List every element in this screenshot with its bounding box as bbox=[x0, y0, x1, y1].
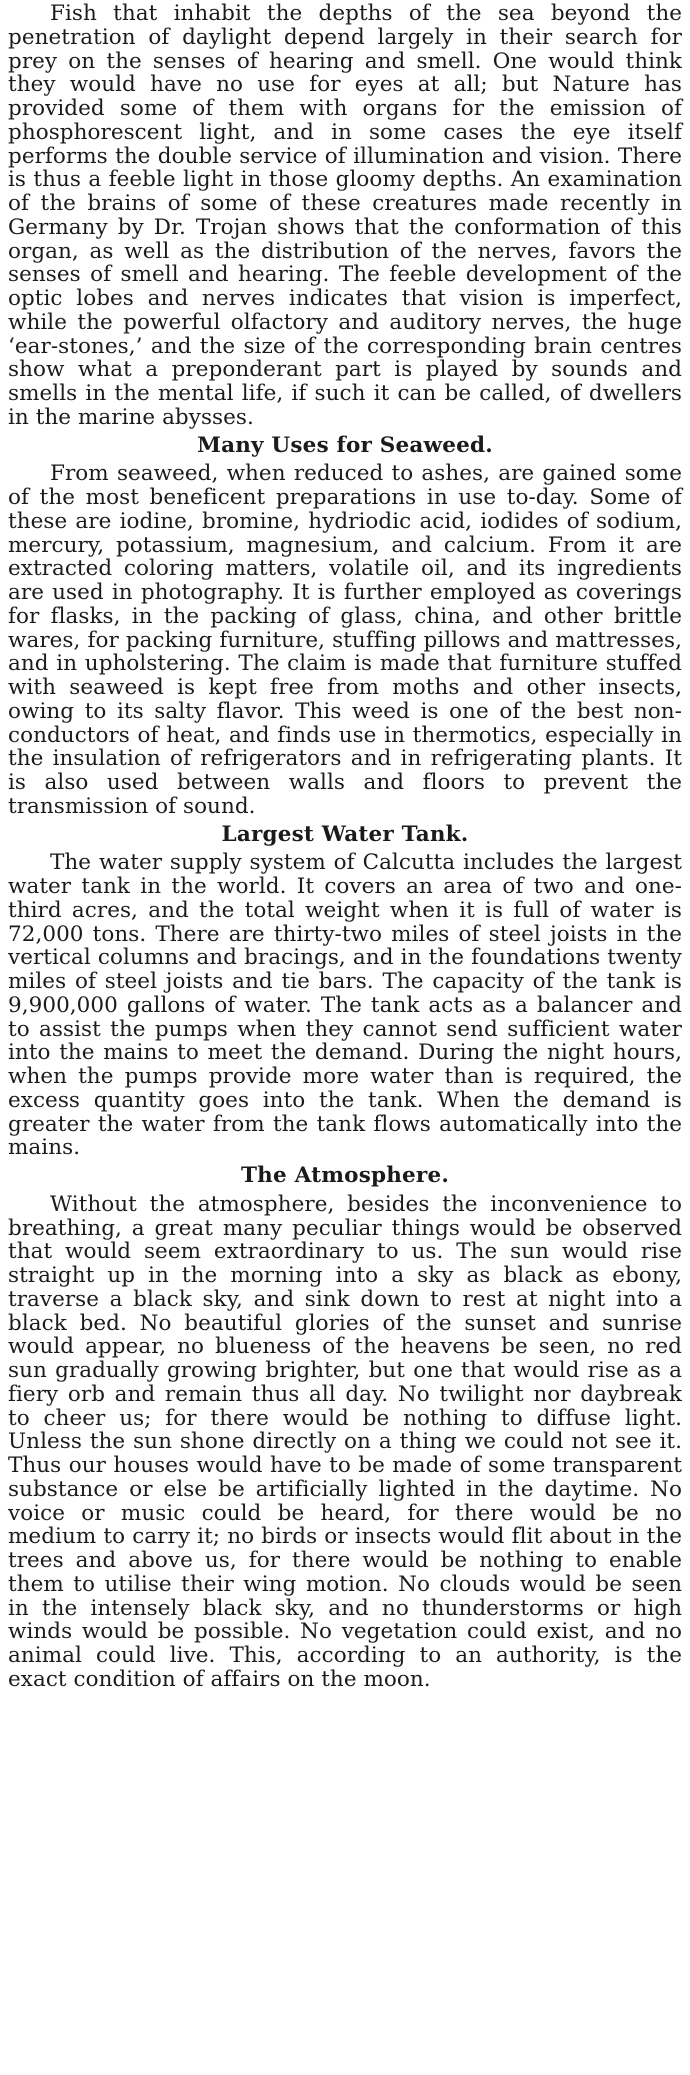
article-body: The water supply system of Calcutta includes the largest water tank in the world. It covers an area of two and one-third acres, and the total weight when it is full of water is 72,000 tons. There are thirty-two miles of steel joists in the vertical columns and bracings, and in the foundations twenty miles of steel joists and tie bars. The capacity of the tank is 9,900,000 gallons of water. The tank acts as a balancer and to assist the pumps when they cannot send sufficient water into the mains to meet the demand. During the night hours, when the pumps provide more water than is required, the excess quantity goes into the tank. When the demand is greater the water from the tank flows automatically into the mains. bbox=[8, 850, 682, 1161]
article-heading: Largest Water Tank. bbox=[221, 821, 469, 847]
article-heading: Many Uses for Seaweed. bbox=[197, 432, 493, 458]
article-body: Fish that inhabit the depths of the sea beyond the penetration of daylight depend largely in their search for prey on the senses of hearing and smell. One would think they would have no use for eyes at all; but Nature has provided some of them with organs for the emission of phosphorescent light, and in some cases the eye itself performs the double service of illumination and vision. There is thus a feeble light in those gloomy depths. An examination of the brains of some of these creatures made recently in Germany by Dr. Trojan shows that the conformation of this organ, as well as the distribution of the nerves, favors the senses of smell and hearing. The feeble development of the optic lobes and nerves indicates that vision is imperfect, while the powerful olfactory and auditory nerves, the huge ‘ear-stones,’ and the size of the corresponding brain centres show what a preponderant part is played by sounds and smells in the mental life, if such it can be called, of dwellers in the marine abysses. bbox=[8, 1, 682, 430]
article-seaweed bbox=[8, 430, 682, 819]
article-deep-sea-fish bbox=[8, 2, 682, 430]
article-atmosphere bbox=[8, 1160, 682, 1692]
article-body: Without the atmosphere, besides the inconvenience to breathing, a great many peculiar things would be observed that would seem extraordinary to us. The sun would rise straight up in the morning into a sky as black as ebony, traverse a black sky, and sink down to rest at night into a black bed. No beautiful glories of the sunset and sunrise would appear, no blueness of the heavens be seen, no red sun gradually growing brighter, but one that would rise as a fiery orb and remain thus all day. No twilight nor daybreak to cheer us; for there would be nothing to diffuse light. Unless the sun shone directly on a thing we could not see it. Thus our houses would have to be made of some transparent substance or else be artificially lighted in the daytime. No voice or music could be heard, for there would be no medium to carry it; no birds or insects would flit about in the trees and above us, for there would be nothing to enable them to utilise their wing motion. No clouds would be seen in the intensely black sky, and no thunderstorms or high winds would be possible. No vegetation could exist, and no animal could live. This, according to an authority, is the exact condition of affairs on the moon. bbox=[8, 1191, 682, 1692]
article-water-tank bbox=[8, 819, 682, 1161]
article-heading: The Atmosphere. bbox=[240, 1163, 450, 1188]
article-body: From seaweed, when reduced to ashes, are gained some of the most beneficent preparations in use to-day. Some of these are iodine, bromine, hydriodic acid, iodides of sodium, mercury, potassium, magnesium, and calcium. From it are extracted coloring matters, volatile oil, and its ingredients are used in photography. It is further employed as coverings for flasks, in the packing of glass, china, and other brittle wares, for packing furniture, stuffing pillows and mattresses, and in upholstering. The claim is made that furniture stuffed with seaweed is kept free from moths and other insects, owing to its salty flavor. This weed is one of the best non-conductors of heat, and finds use in thermotics, especially in the insulation of refrigerators and in refrigerating plants. It is also used between walls and floors to prevent the transmission of sound. bbox=[8, 461, 682, 819]
